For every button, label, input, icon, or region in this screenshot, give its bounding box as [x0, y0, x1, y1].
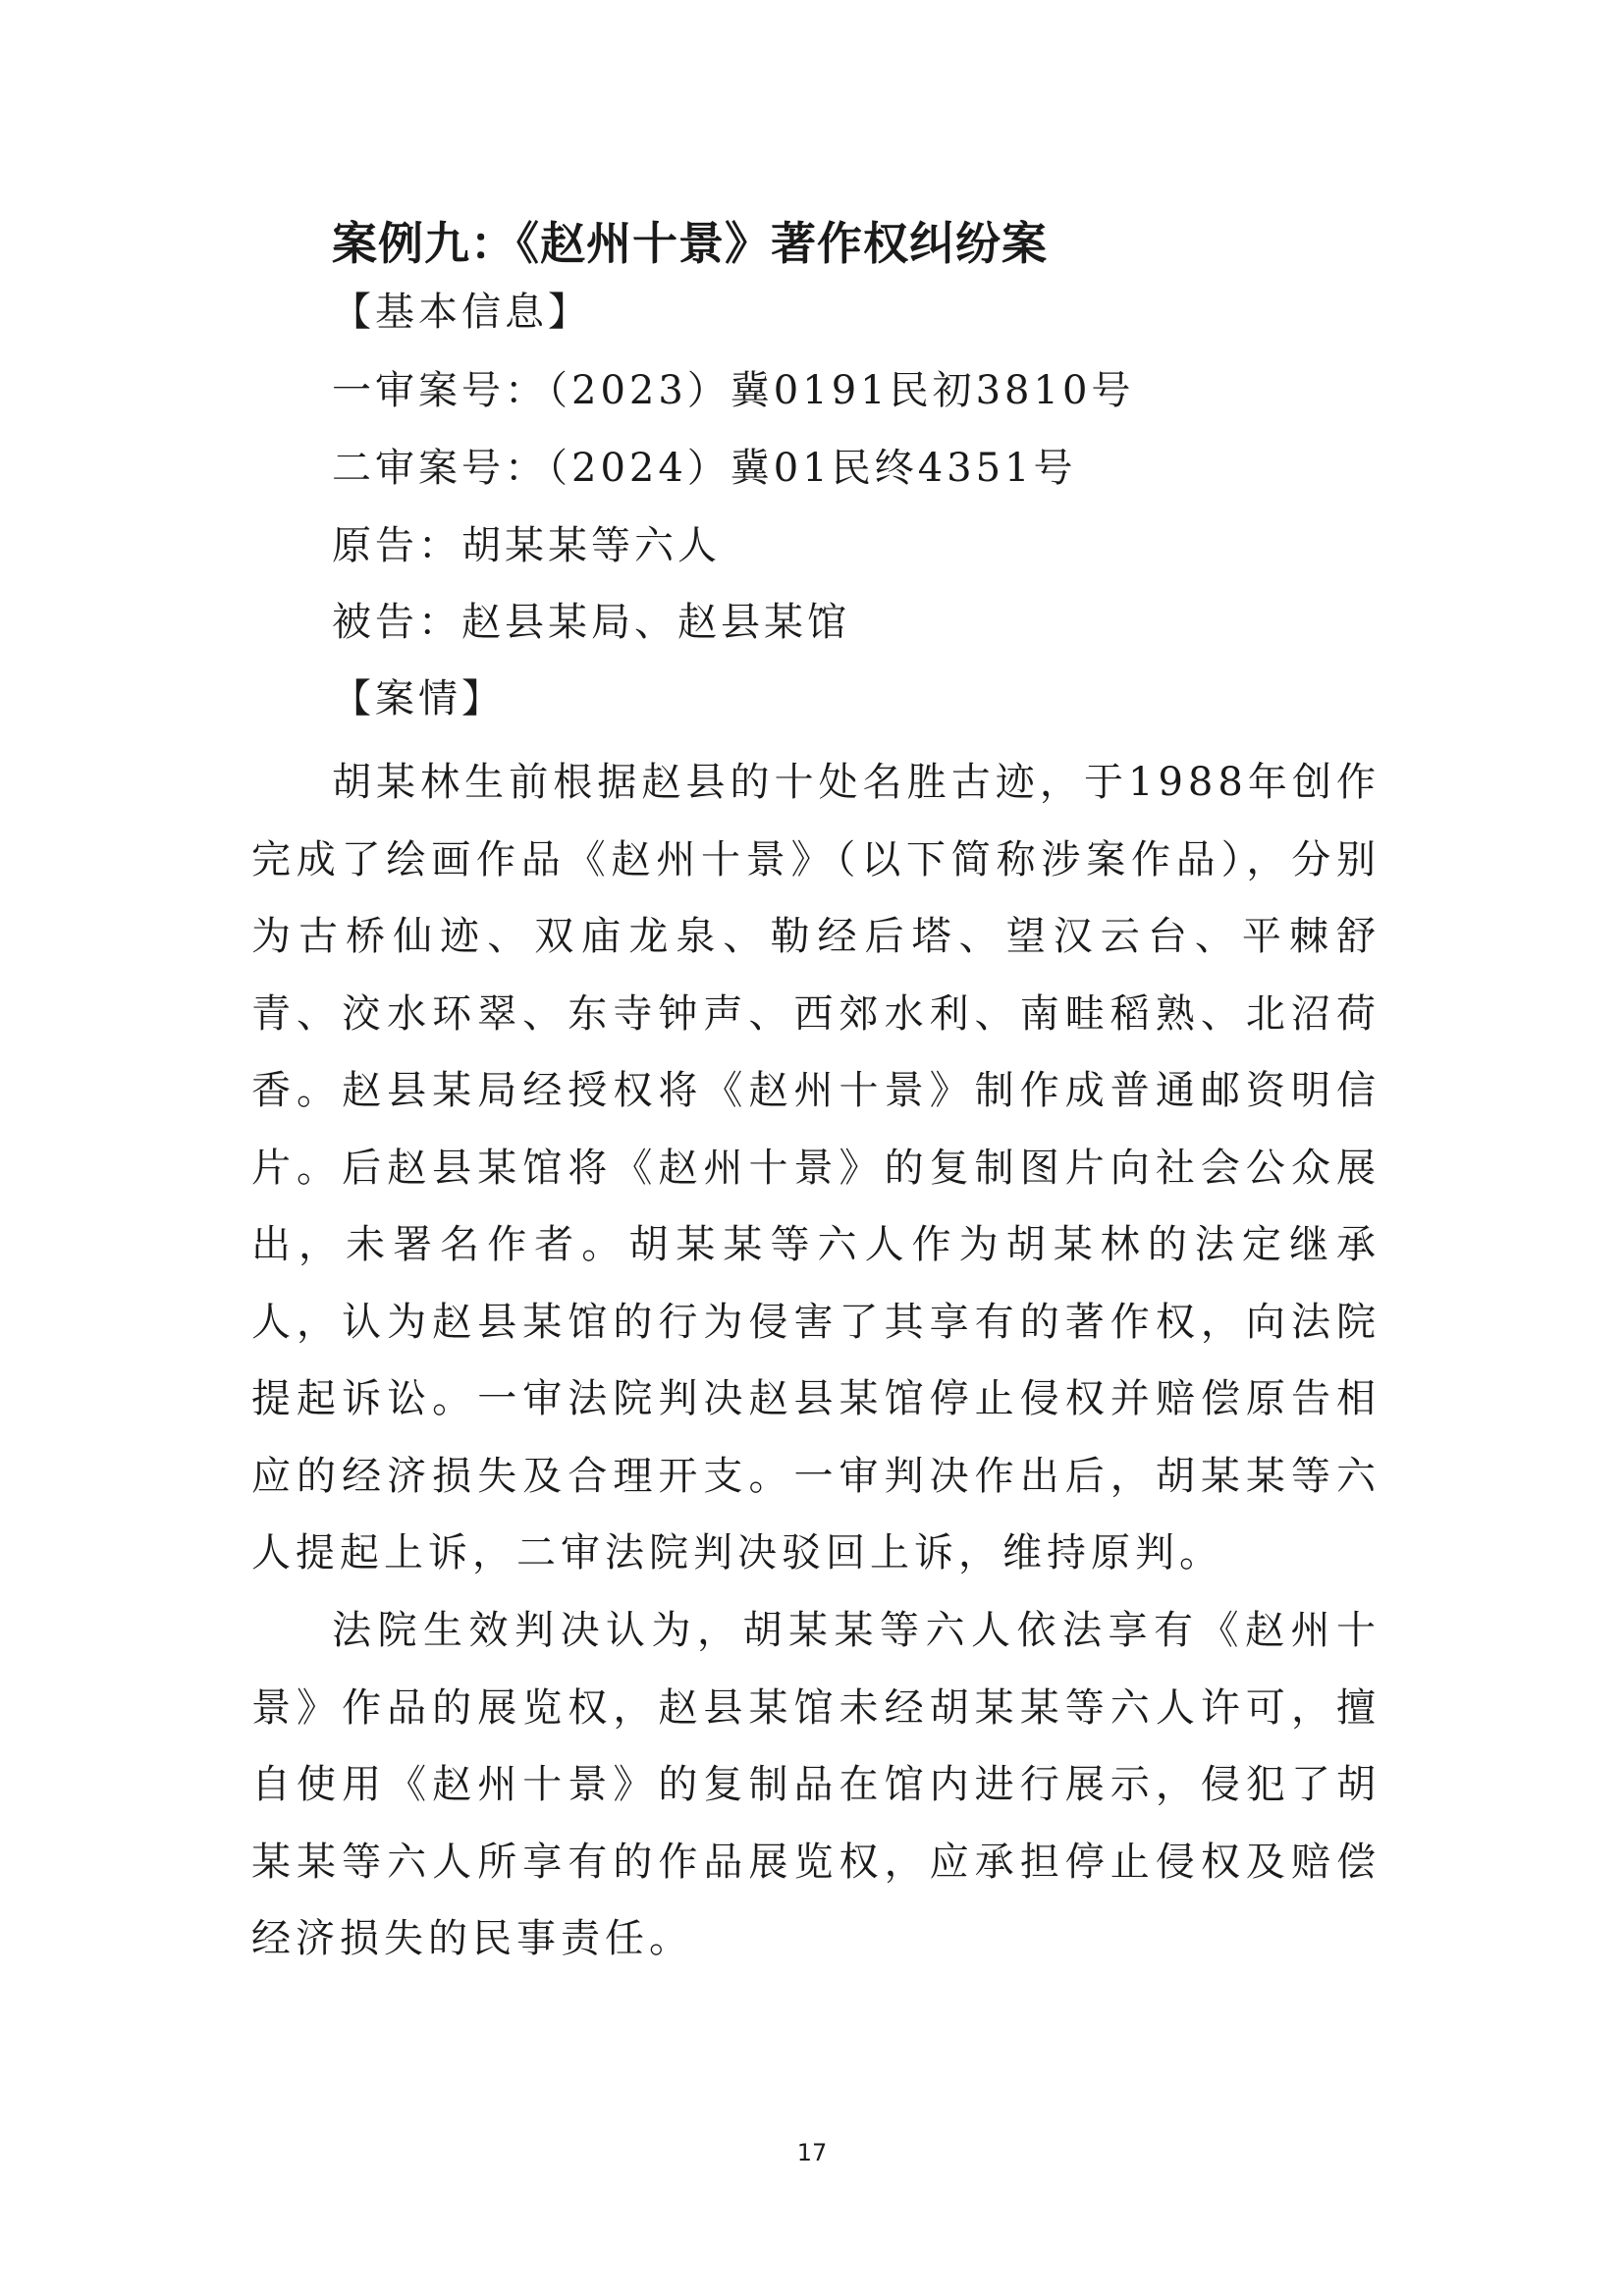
case-facts-paragraph: 胡某林生前根据赵县的十处名胜古迹，于1988年创作完成了绘画作品《赵州十景》（以下简称涉案作品），分别为古桥仙迹、双庙龙泉、勒经后塔、望汉云台、平棘舒青、洨水环翠、东寺钟声、西郊水利、南畦稻熟、北沼荷香。赵县某局经授权将《赵州十景》制作成普通邮资明信片。后赵县某馆将《赵州十景》的复制图片向社会公众展出，未署名作者。胡某某等六人作为胡某林的法定继承人，认为赵县某馆的行为侵害了其享有的著作权，向法院提起诉讼。一审法院判决赵县某馆停止侵权并赔偿原告相应的经济损失及合理开支。一审判决作出后，胡某某等六人提起上诉，二审法院判决驳回上诉，维持原判。 — [251, 760, 1380, 1575]
defendant-line: 被告：赵县某局、赵县某馆 — [332, 600, 850, 645]
second-instance-case-number: 二审案号：（2024）冀01民终4351号 — [332, 446, 1077, 491]
page-number: 17 — [796, 2139, 828, 2166]
case-facts-heading: 【案情】 — [332, 676, 505, 721]
plaintiff-line: 原告：胡某某等六人 — [332, 523, 721, 568]
case-title: 案例九：《赵州十景》著作权纠纷案 — [332, 217, 1048, 270]
court-ruling-paragraph: 法院生效判决认为，胡某某等六人依法享有《赵州十景》作品的展览权，赵县某馆未经胡某某等六人许可，擅自使用《赵州十景》的复制品在馆内进行展示，侵犯了胡某某等六人所享有的作品展览权，应承担停止侵权及赔偿经济损失的民事责任。 — [251, 1608, 1380, 1961]
basic-info-heading: 【基本信息】 — [332, 290, 591, 335]
first-instance-case-number: 一审案号：（2023）冀0191民初3810号 — [332, 368, 1135, 413]
